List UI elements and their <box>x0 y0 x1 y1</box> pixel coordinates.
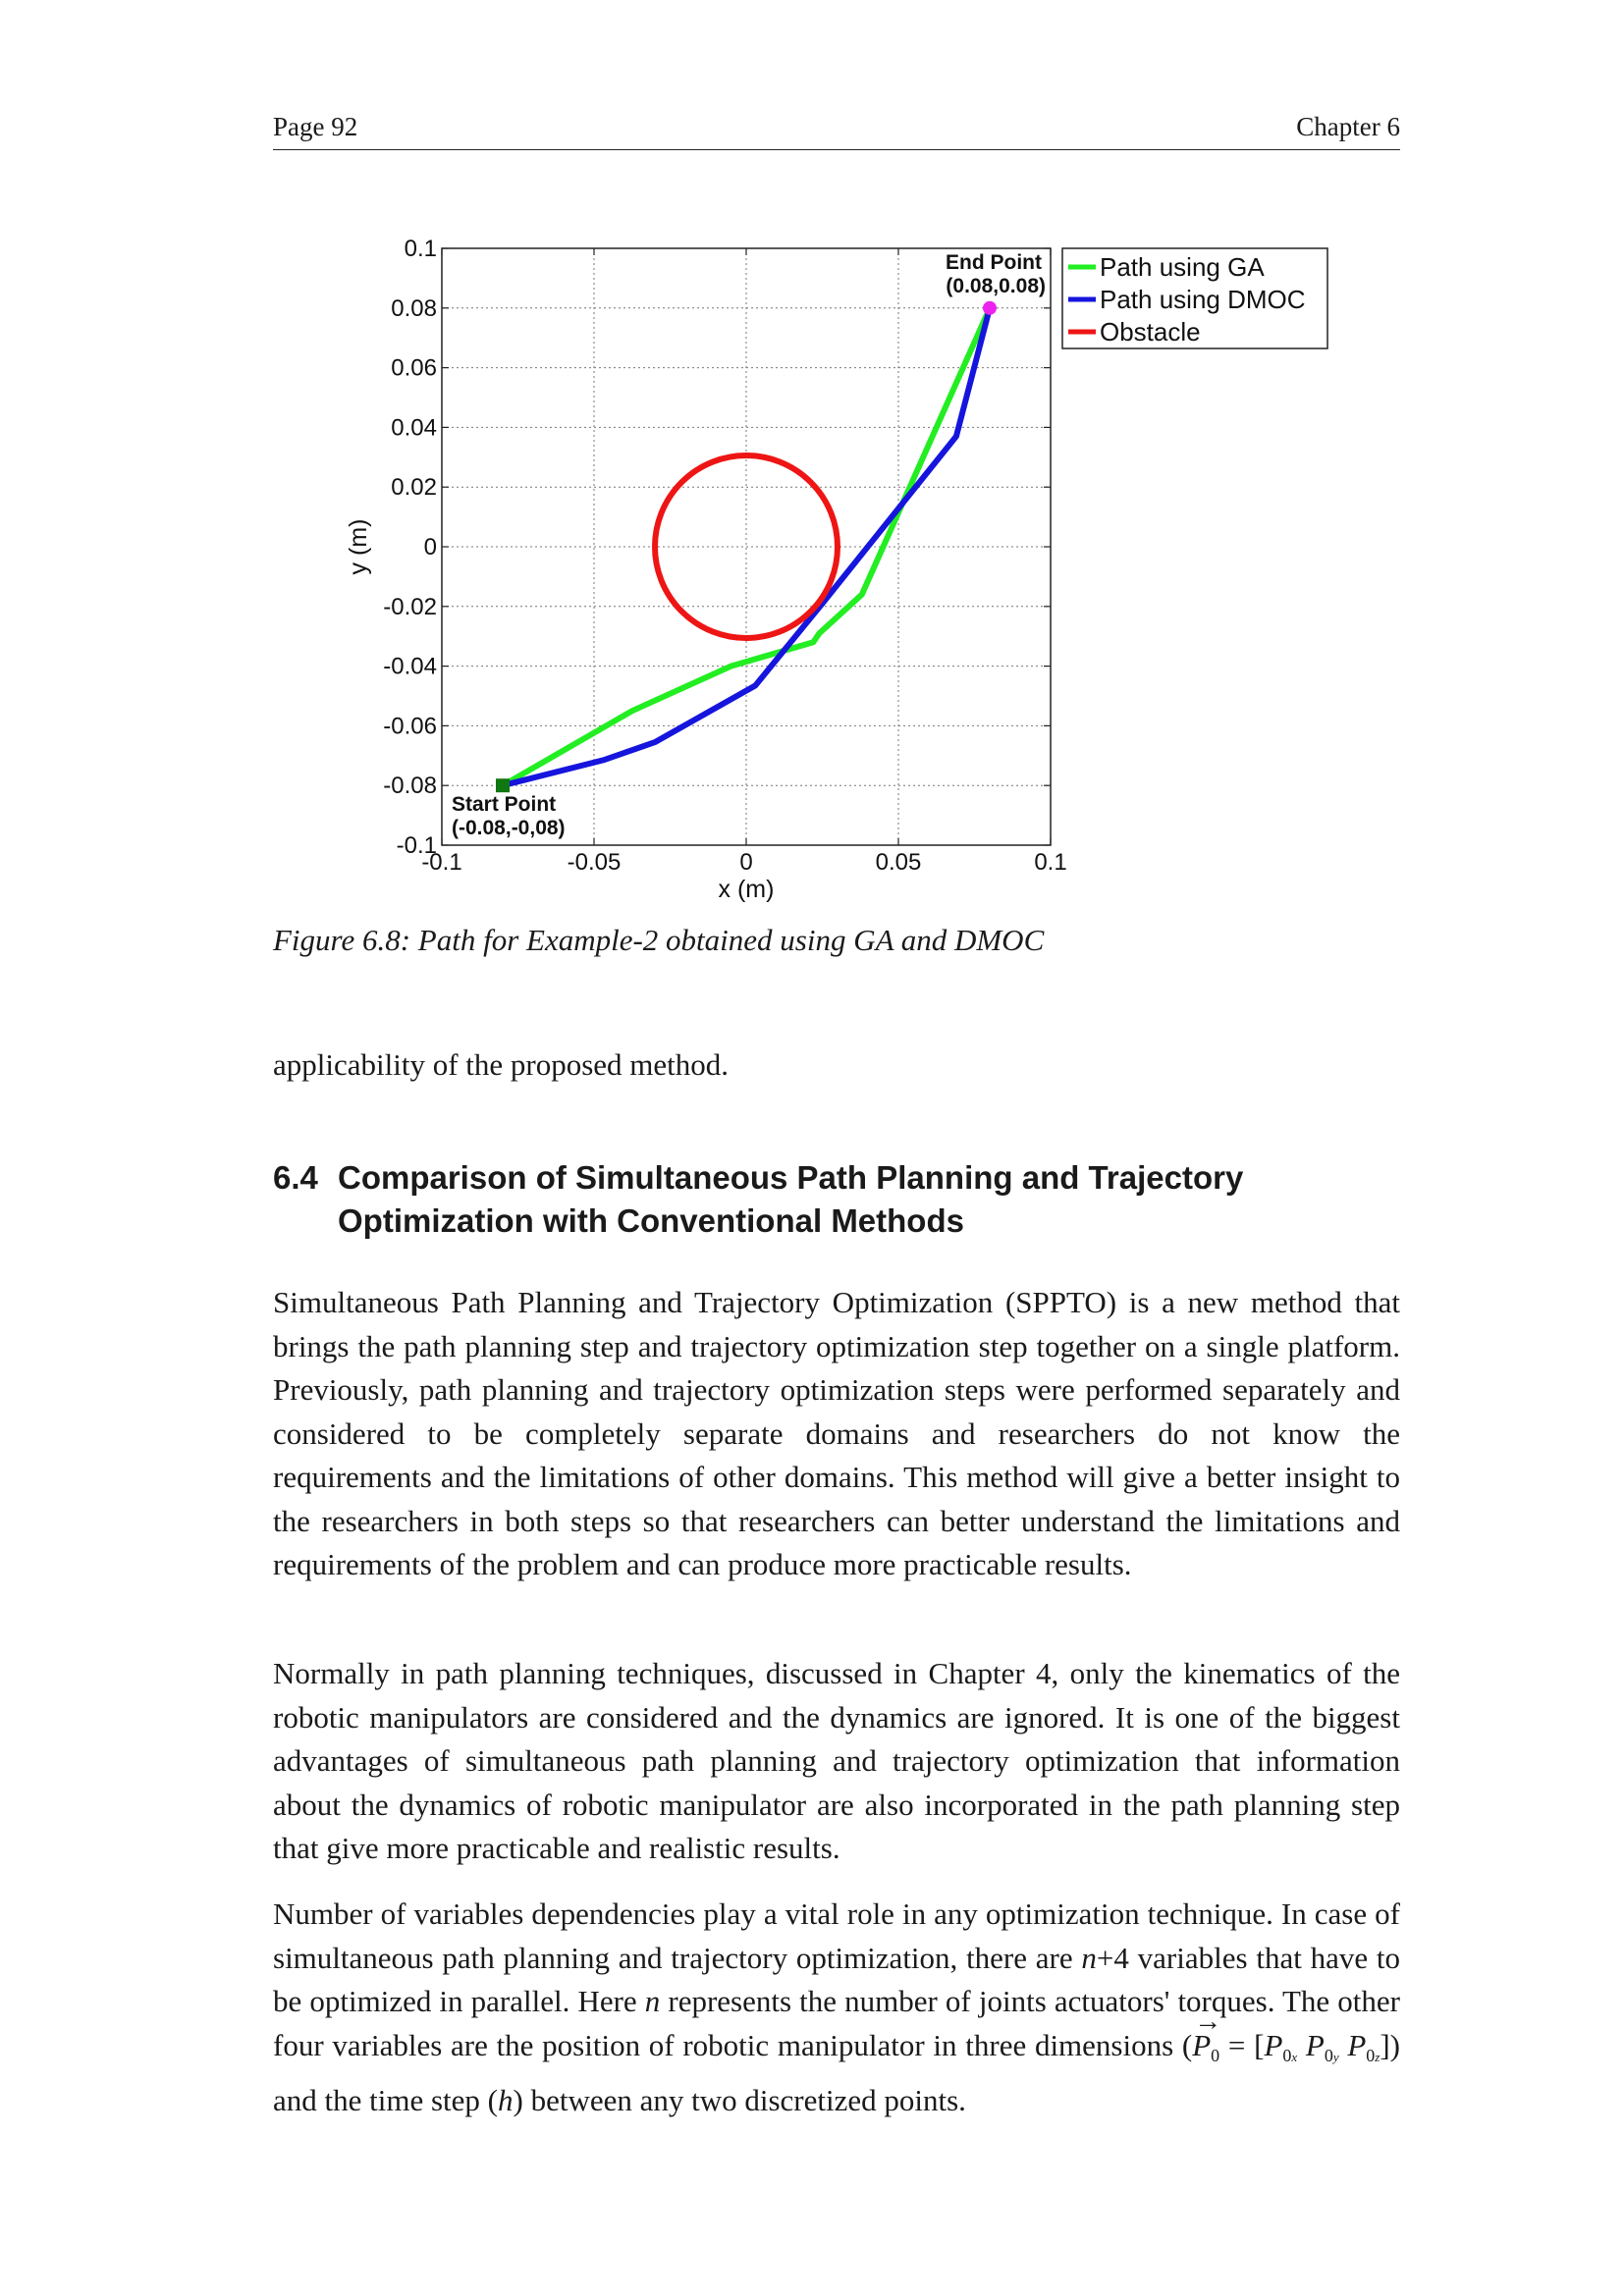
y-tick-label: -0.1 <box>396 832 437 859</box>
start-point-coords: (-0.08,-0,08) <box>452 817 566 840</box>
paragraph-1-text: Simultaneous Path Planning and Trajectory Optimization (SPPTO) is a new method that brings the path planning step and trajectory optimization step together on a single platform. Previously, path planning and trajectory optimization steps were performed separately and considered to be completely separate domains and researchers do not know the requirements and the limitations of other domains. This method will give a better insight to the researchers in both steps so that researchers can better understand the limitations and requirements of the problem and can produce more practicable results. <box>273 1285 1400 1581</box>
section-title: Comparison of Simultaneous Path Planning and Trajectory Optimization with Conventional Methods <box>338 1159 1244 1239</box>
paragraph-3 <box>273 1893 1400 2123</box>
x-tick-label: 0.1 <box>1034 849 1067 876</box>
p3-vector-p <box>1192 2024 1211 2068</box>
y-tick-label: 0.1 <box>404 236 437 262</box>
x-tick-label: -0.05 <box>567 849 622 876</box>
y-tick-label: 0.08 <box>391 294 437 322</box>
y-tick-label: 0.04 <box>391 414 437 442</box>
path-chart <box>324 226 1335 913</box>
chart-grid <box>442 248 1051 845</box>
p3-h: h <box>498 2083 514 2117</box>
legend-label: Path using DMOC <box>1100 285 1306 314</box>
section-number: 6.4 <box>273 1159 318 1196</box>
p3-pz-sub: 0z <box>1366 2045 1380 2065</box>
y-tick-label: 0.06 <box>391 354 437 382</box>
y-tick-labels <box>383 236 437 859</box>
chart-annotations <box>452 251 1046 839</box>
paragraph-3-text <box>273 1893 1400 2123</box>
y-tick-label: 0.02 <box>391 474 437 502</box>
chapter-label: Chapter 6 <box>1296 112 1400 141</box>
x-tick-label: 0.05 <box>875 849 922 876</box>
p3-px-sub: 0x <box>1282 2045 1298 2065</box>
p3-e: ) between any two discretized points. <box>513 2083 966 2117</box>
legend-label: Path using GA <box>1100 252 1265 282</box>
p3-n2: n <box>644 1984 661 2018</box>
p3-b: +4 variables that have to be optimized in parallel. Here <box>273 1940 1400 2018</box>
end-point-label: End Point <box>946 250 1042 274</box>
p3-p0-sub: 0 <box>1211 2045 1220 2065</box>
x-axis-label: x (m) <box>718 876 775 903</box>
intro-paragraph <box>273 1043 1400 1088</box>
p3-a: Number of variables dependencies play a vital role in any optimization technique. In case of simultaneous path planning and trajectory optimization, there are <box>273 1896 1400 1975</box>
p3-c: represents the number of joints actuators' torques. The other four variables are the position of robotic manipulator in three dimensions ( <box>273 1984 1400 2062</box>
paragraph-1 <box>273 1281 1400 1587</box>
p3-eq: = [ <box>1219 2027 1265 2062</box>
end-point-coords: (0.08,0.08) <box>946 274 1046 297</box>
intro-text: applicability of the proposed method. <box>273 1047 730 1082</box>
y-axis-label: y (m) <box>345 518 372 575</box>
start-point-label: Start Point <box>452 793 557 817</box>
y-tick-label: -0.04 <box>383 653 437 680</box>
p3-n1: n <box>1081 1940 1097 1975</box>
y-tick-label: -0.02 <box>383 593 437 620</box>
marker-start <box>496 778 510 792</box>
page-number: Page 92 <box>273 112 358 141</box>
paragraph-2-text: Normally in path planning techniques, discussed in Chapter 4, only the kinematics of the robotic manipulators are considered and the dynamics are ignored. It is one of the biggest advantages of simultaneous path planning and trajectory optimization that information about the dynamics of robotic manipulator are also incorporated in the path planning step that give more practicable and realistic results. <box>273 1656 1400 1865</box>
page-header <box>273 110 1400 150</box>
y-tick-label: -0.06 <box>383 713 437 740</box>
chart-legend <box>1062 248 1327 348</box>
p3-d: ]) and the time step ( <box>273 2027 1401 2117</box>
marker-end <box>983 301 997 315</box>
p3-py-sub: 0y <box>1324 2045 1339 2065</box>
y-tick-label: -0.08 <box>383 773 437 800</box>
p3-px: P <box>1264 2027 1283 2062</box>
figure-caption: Figure 6.8: Path for Example-2 obtained using GA and DMOC <box>273 923 1045 957</box>
x-tick-label: -0.1 <box>421 849 462 876</box>
x-tick-labels <box>421 849 1066 876</box>
p3-py: P <box>1305 2027 1325 2062</box>
y-tick-label: 0 <box>423 534 437 561</box>
x-tick-label: 0 <box>739 849 753 876</box>
paragraph-2 <box>273 1652 1400 1871</box>
p3-pz: P <box>1347 2027 1367 2062</box>
legend-label: Obstacle <box>1100 317 1201 347</box>
p3-p0: P <box>1192 2027 1212 2062</box>
